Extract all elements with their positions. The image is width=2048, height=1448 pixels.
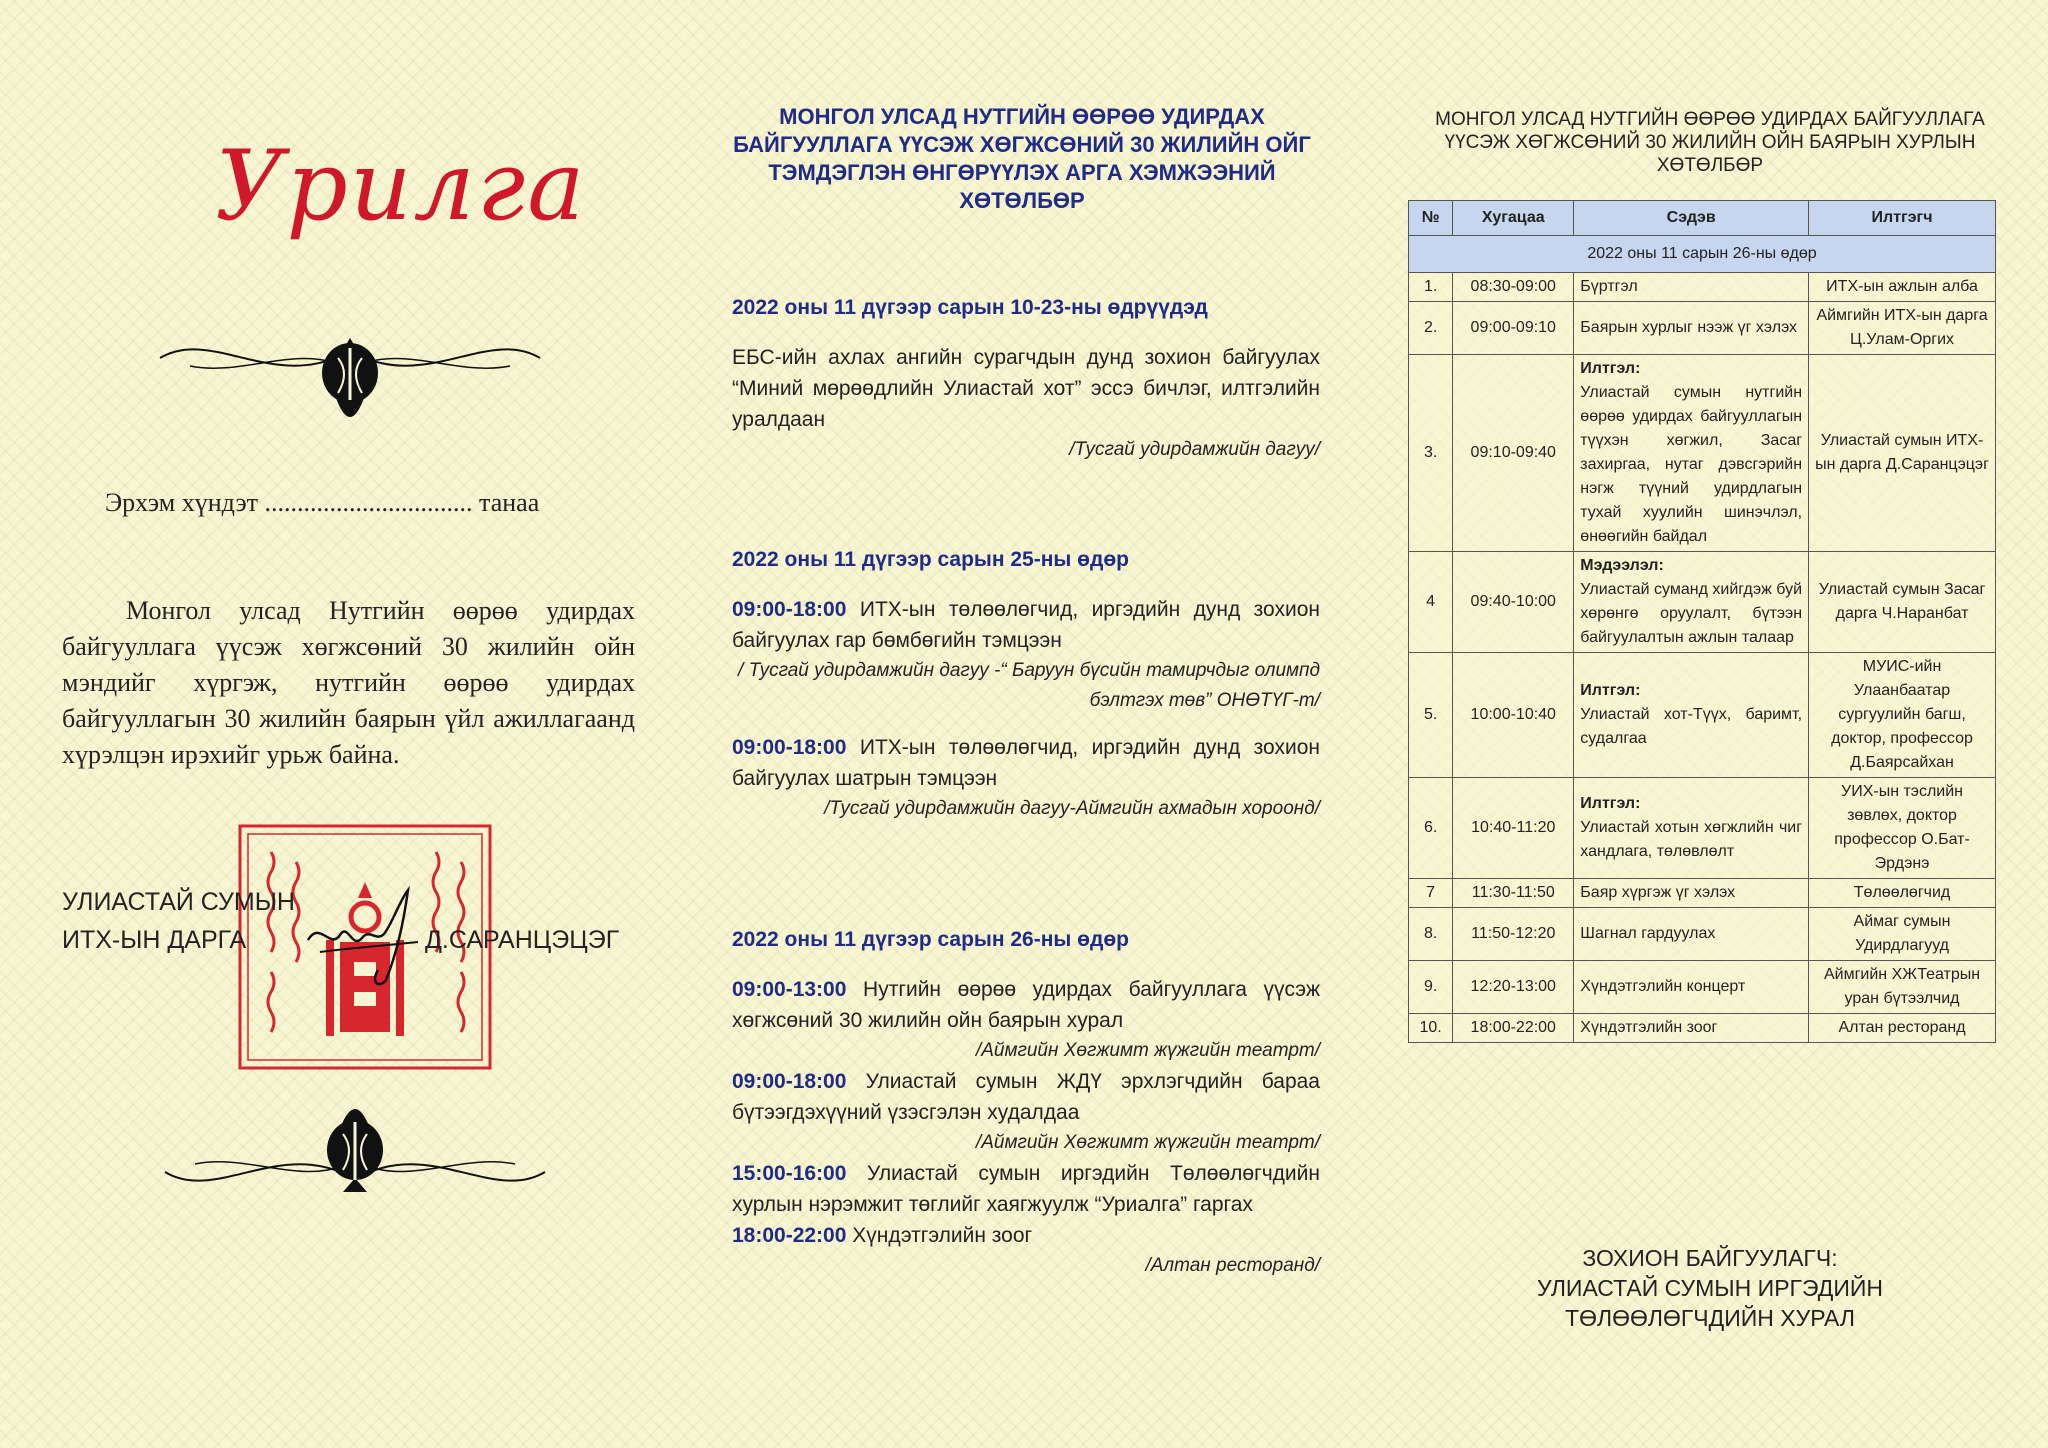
topic-tag: Мэдээлэл: <box>1580 557 1664 574</box>
row-number: 6. <box>1409 778 1453 879</box>
row-speaker: ИТХ-ын ажлын алба <box>1809 273 1996 302</box>
table-row <box>1409 355 1996 552</box>
table-row <box>1409 273 1996 302</box>
row-speaker: Улиастай сумын ИТХ-ын дарга Д.Саранцэцэг <box>1809 355 1996 552</box>
item-note: / Тусгай удирдамжийн дагуу -“ Баруун бүсийн тамирчдыг олимпд бэлтгэх төв” ОНӨТҮГ-т/ <box>738 660 1320 711</box>
header-number: № <box>1409 201 1453 236</box>
row-speaker: Төлөөлөгчид <box>1809 879 1996 908</box>
row-speaker: Алтан ресторанд <box>1809 1014 1996 1043</box>
organizer-name-2: ТӨЛӨӨЛӨГЧДИЙН ХУРАЛ <box>1565 1305 1855 1331</box>
table-header-row <box>1409 201 1996 236</box>
table-row <box>1409 302 1996 355</box>
day-row <box>1409 236 1996 273</box>
row-speaker: Аймгийн ИТХ-ын дарга Ц.Улам-Оргих <box>1809 302 1996 355</box>
row-topic <box>1574 908 1809 961</box>
schedule-item <box>732 1066 1320 1128</box>
topic-text: Баяр хүргэж үг хэлэх <box>1580 884 1736 901</box>
day-label: 2022 оны 11 сарын 26-ны өдөр <box>1409 236 1996 273</box>
item-time: 09:00-18:00 <box>732 736 847 759</box>
topic-tag: Илтгэл: <box>1580 682 1641 699</box>
row-speaker: Аймаг сумын Удирдлагууд <box>1809 908 1996 961</box>
item-text: ИТХ-ын төлөөлөгчид, иргэдийн дунд зохион байгуулах шатрын тэмцээн <box>732 736 1321 790</box>
table-row <box>1409 552 1996 653</box>
ceremony-agenda-panel <box>1400 0 2020 1448</box>
row-time: 10:00-10:40 <box>1453 653 1574 778</box>
section-nov-25 <box>732 548 1320 824</box>
row-topic <box>1574 1014 1809 1043</box>
topic-text: Бүртгэл <box>1580 278 1638 295</box>
row-time: 11:50-12:20 <box>1453 908 1574 961</box>
item-time: 18:00-22:00 <box>732 1224 847 1247</box>
item-note: /Аймгийн Хөгжимт жүжгийн театрт/ <box>975 1040 1320 1061</box>
item-time: 09:00-18:00 <box>732 1070 847 1093</box>
topic-text: Хүндэтгэлийн зоог <box>1580 1019 1718 1036</box>
row-time: 09:00-09:10 <box>1453 302 1574 355</box>
signature-icon <box>300 880 430 990</box>
topic-tag: Илтгэл: <box>1580 360 1641 377</box>
section-date: 2022 оны 11 дүгээр сарын 25-ны өдөр <box>732 548 1129 571</box>
schedule-item <box>732 732 1320 794</box>
organizer-name-1: УЛИАСТАЙ СУМЫН ИРГЭДИЙН <box>1536 1275 1884 1301</box>
schedule-item <box>732 594 1320 656</box>
table-row <box>1409 879 1996 908</box>
organizer-block <box>1400 1243 2020 1333</box>
table-row <box>1409 778 1996 879</box>
item-text: Нутгийн өөрөө удирдах байгууллага үүсэж хөгжсөний 30 жилийн ойн баярын хурал <box>732 978 1320 1032</box>
top-ornament-icon <box>150 318 550 438</box>
row-topic <box>1574 302 1809 355</box>
table-row <box>1409 961 1996 1014</box>
invitation-title: Урилга <box>215 130 587 242</box>
topic-text: Улиастай сумын нутгийн өөрөө удирдах байгууллагын түүхэн хөгжил, Засаг захиргаа, нутаг дэвсгэрийн нэгж түүний удирдлагын тухай хуулийн шинэчлэл, өнөөгийн байдал <box>1580 384 1803 545</box>
item-text: Улиастай сумын ЖДҮ эрхлэгчдийн бараа бүтээгдэхүүний үзэсгэлэн худалдаа <box>732 1070 1320 1124</box>
row-topic <box>1574 879 1809 908</box>
item-time: 09:00-13:00 <box>732 978 847 1001</box>
topic-text: Баярын хурлыг нээж үг хэлэх <box>1580 319 1798 336</box>
section-oct-10-23 <box>732 296 1320 465</box>
header-topic: Сэдэв <box>1574 201 1809 236</box>
table-row <box>1409 1014 1996 1043</box>
row-speaker: УИХ-ын тэслийн зөвлөх, доктор профессор О.Бат-Эрдэнэ <box>1809 778 1996 879</box>
item-time: 15:00-16:00 <box>732 1162 847 1185</box>
row-time: 09:40-10:00 <box>1453 552 1574 653</box>
signer-line-1: УЛИАСТАЙ СУМЫН <box>62 888 295 916</box>
agenda-title: МОНГОЛ УЛСАД НУТГИЙН ӨӨРӨӨ УДИРДАХ БАЙГУУЛЛАГА ҮҮСЭЖ ХӨГЖСӨНИЙ 30 ЖИЛИЙН ОЙН БАЯРЫН ХУРЛЫН ХӨТӨЛБӨР <box>1435 109 1985 176</box>
row-topic <box>1574 653 1809 778</box>
signer-name: Д.САРАНЦЭЦЭГ <box>425 926 620 954</box>
topic-text: Хүндэтгэлийн концерт <box>1580 978 1746 995</box>
row-number: 7 <box>1409 879 1453 908</box>
row-time: 09:10-09:40 <box>1453 355 1574 552</box>
row-time: 08:30-09:00 <box>1453 273 1574 302</box>
table-row <box>1409 908 1996 961</box>
row-number: 5. <box>1409 653 1453 778</box>
header-time: Хугацаа <box>1453 201 1574 236</box>
topic-text: Улиастай хотын хөгжлийн чиг хандлага, төлөвлөлт <box>1580 819 1803 860</box>
row-speaker: Аймгийн ХЖТеатрын уран бүтээлчид <box>1809 961 1996 1014</box>
header-speaker: Илтгэгч <box>1809 201 1996 236</box>
schedule-item <box>732 974 1320 1036</box>
item-text: Хүндэтгэлийн зоог <box>852 1224 1033 1247</box>
greeting-line: Эрхэм хүндэт ................................ танаа <box>105 488 540 517</box>
row-number: 9. <box>1409 961 1453 1014</box>
row-number: 8. <box>1409 908 1453 961</box>
row-topic <box>1574 778 1809 879</box>
program-title: МОНГОЛ УЛСАД НУТГИЙН ӨӨРӨӨ УДИРДАХ БАЙГУУЛЛАГА ҮҮСЭЖ ХӨГЖСӨНИЙ 30 ЖИЛИЙН ОЙГ ТЭМДЭГЛЭН ӨНГӨРҮҮЛЭХ АРГА ХЭМЖЭЭНИЙ ХӨТӨЛБӨР <box>733 104 1311 213</box>
row-time: 18:00-22:00 <box>1453 1014 1574 1043</box>
section-date: 2022 оны 11 дүгээр сарын 26-ны өдөр <box>732 928 1129 951</box>
event-program-panel <box>700 0 1360 1448</box>
row-topic <box>1574 552 1809 653</box>
schedule-item <box>732 1220 1320 1251</box>
row-time: 12:20-13:00 <box>1453 961 1574 1014</box>
table-row <box>1409 653 1996 778</box>
bottom-ornament-icon <box>155 1092 555 1212</box>
item-note: /Аймгийн Хөгжимт жүжгийн театрт/ <box>975 1132 1320 1153</box>
row-topic <box>1574 355 1809 552</box>
item-note: /Тусгай удирдамжийн дагуу-Аймгийн ахмадын хороонд/ <box>824 798 1320 819</box>
topic-text: Улиастай суманд хийгдэж буй хөрөнгө оруулалт, бүтээн байгуулалтын ажлын талаар <box>1580 581 1803 646</box>
invitation-body: Монгол улсад Нутгийн өөрөө удирдах байгууллага үүсэж хөгжсөний 30 жилийн ойн мэндийг хүргэж, нутгийн өөрөө удирдах байгууллагын 30 жилийн баярын үйл ажиллагаанд хүрэлцэн ирэхийг урьж байна. <box>62 596 635 769</box>
row-number: 3. <box>1409 355 1453 552</box>
row-number: 4 <box>1409 552 1453 653</box>
section-nov-26 <box>732 928 1320 1281</box>
section-date: 2022 оны 11 дүгээр сарын 10-23-ны өдрүүдэд <box>732 296 1208 319</box>
signer-title: ИТХ-ЫН ДАРГА <box>62 926 247 954</box>
row-time: 10:40-11:20 <box>1453 778 1574 879</box>
item-note: /Алтан ресторанд/ <box>1145 1255 1320 1276</box>
row-time: 11:30-11:50 <box>1453 879 1574 908</box>
topic-text: Улиастай хот-Түүх, баримт, судалгаа <box>1580 706 1803 747</box>
row-speaker: Улиастай сумын Засаг дарга Ч.Наранбат <box>1809 552 1996 653</box>
row-speaker: МУИС-ийн Улаанбаатар сургуулийн багш, доктор, профессор Д.Баярсайхан <box>1809 653 1996 778</box>
topic-tag: Илтгэл: <box>1580 795 1641 812</box>
topic-text: Шагнал гардуулах <box>1580 925 1716 942</box>
row-number: 2. <box>1409 302 1453 355</box>
row-number: 10. <box>1409 1014 1453 1043</box>
row-topic <box>1574 273 1809 302</box>
row-topic <box>1574 961 1809 1014</box>
item-text: ИТХ-ын төлөөлөгчид, иргэдийн дунд зохион байгуулах гар бөмбөгийн тэмцээн <box>732 598 1321 652</box>
row-number: 1. <box>1409 273 1453 302</box>
schedule-item <box>732 1158 1320 1220</box>
agenda-table <box>1408 200 1996 1043</box>
section-text: ЕБС-ийн ахлах ангийн сурагчдын дунд зохион байгуулах “Миний мөрөөдлийн Улиастай хот” эссэ бичлэг, илтгэлийн уралдаан <box>732 346 1320 431</box>
invitation-panel <box>0 0 660 1448</box>
organizer-label: ЗОХИОН БАЙГУУЛАГЧ: <box>1582 1245 1838 1271</box>
item-text: Улиастай сумын иргэдийн Төлөөлөгчдийн хурлын нэрэмжит төглийг хаягжуулж “Уриалга” гаргах <box>732 1162 1320 1216</box>
item-time: 09:00-18:00 <box>732 598 847 621</box>
section-note: /Тусгай удирдамжийн дагуу/ <box>1069 439 1320 460</box>
